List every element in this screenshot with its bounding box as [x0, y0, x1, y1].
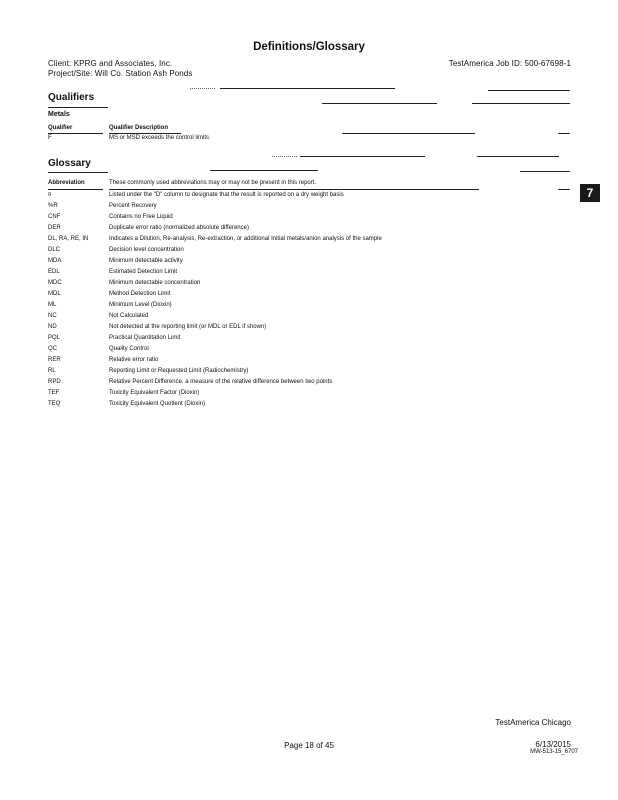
glossary-desc: Indicates a Dilution, Re-analysis, Re-extraction, or additional Initial metals/anion analysis of the sample — [109, 236, 382, 242]
glossary-desc: Relative error ratio — [109, 357, 159, 363]
scan-rule — [342, 133, 475, 134]
glossary-heading: Glossary — [48, 158, 91, 169]
scan-dots — [190, 88, 215, 89]
glossary-desc: Toxicity Equivalent Quotient (Dioxin) — [109, 401, 206, 407]
glossary-desc: Reporting Limit or Requested Limit (Radiochemistry) — [109, 368, 249, 374]
glossary-desc: Listed under the "D" column to designate that the result is reported on a dry weight basis — [109, 192, 344, 198]
glossary-desc: Relative Percent Difference, a measure of the relative difference between two points — [109, 379, 333, 385]
scan-dots — [272, 156, 297, 157]
glossary-abbr: TEQ — [48, 401, 61, 407]
glossary-abbr: RER — [48, 357, 61, 363]
scan-rule — [220, 88, 395, 89]
glossary-abbr: %R — [48, 203, 58, 209]
qualifier-description: MS or MSD exceeds the control limits — [109, 135, 210, 141]
scan-rule — [558, 133, 570, 134]
glossary-underline — [48, 172, 108, 173]
footer-page-number: Page 18 of 45 — [284, 741, 334, 750]
glossary-desc: Not Calculated — [109, 313, 149, 319]
glossary-abbr: EDL — [48, 269, 60, 275]
project-site-label: Project/Site: Will Co. Station Ash Ponds — [48, 69, 193, 78]
glossary-abbr: DER — [48, 225, 61, 231]
glossary-abbr: RL — [48, 368, 56, 374]
glossary-abbr: MDL — [48, 291, 61, 297]
footer-lab-name: TestAmerica Chicago — [495, 718, 571, 727]
abbrev-col-underline — [48, 189, 103, 190]
glossary-abbr: ML — [48, 302, 57, 308]
page-title: Definitions/Glossary — [253, 41, 365, 53]
scan-rule — [558, 189, 570, 190]
qualifier-col-underline — [48, 133, 103, 134]
metals-subheading: Metals — [48, 111, 70, 118]
qualifiers-underline — [48, 107, 108, 108]
scan-rule — [477, 156, 559, 157]
client-label: Client: KPRG and Associates, Inc. — [48, 59, 173, 68]
qualifiers-heading: Qualifiers — [48, 92, 95, 103]
glossary-abbr: DLC — [48, 247, 61, 253]
glossary-desc: Method Detection Limit — [109, 291, 171, 297]
glossary-desc: Not detected at the reporting limit (or MDL or EDL if shown) — [109, 324, 267, 330]
scan-rule — [322, 103, 437, 104]
glossary-abbr: MDA — [48, 258, 62, 264]
glossary-abbr: NC — [48, 313, 57, 319]
glossary-desc: Practical Quantitation Limit — [109, 335, 181, 341]
footer-doc-code: MW-513-15_6707 — [530, 749, 578, 755]
job-id-label: TestAmerica Job ID: 500-67698-1 — [448, 59, 571, 68]
scan-rule — [300, 156, 425, 157]
desc-col-underline — [109, 189, 479, 190]
scan-rule — [472, 103, 570, 104]
qualifier-desc-col-underline — [109, 133, 181, 134]
glossary-abbr: TEF — [48, 390, 60, 396]
glossary-abbr: DL, RA, RE, IN — [48, 236, 89, 242]
scan-rule — [520, 171, 570, 172]
glossary-desc: Decision level concentration — [109, 247, 184, 253]
glossary-abbr: CNF — [48, 214, 61, 220]
glossary-abbr: PQL — [48, 335, 61, 341]
glossary-abbr: ¤ — [48, 192, 52, 198]
glossary-desc: Contains no Free Liquid — [109, 214, 173, 220]
glossary-desc: Percent Recovery — [109, 203, 157, 209]
glossary-col-description: These commonly used abbreviations may or may not be present in this report. — [109, 180, 317, 186]
glossary-desc: Minimum Level (Dioxin) — [109, 302, 172, 308]
qualifier-col-header: Qualifier — [48, 125, 73, 131]
glossary-abbr: QC — [48, 346, 57, 352]
scan-rule — [488, 90, 570, 91]
glossary-desc: Minimum detectable activity — [109, 258, 183, 264]
glossary-desc: Duplicate error ratio (normalized absolute difference) — [109, 225, 249, 231]
scan-rule — [210, 170, 318, 171]
glossary-abbr: ND — [48, 324, 57, 330]
glossary-abbr: MDC — [48, 280, 62, 286]
footer-date: 6/13/2015 — [535, 740, 571, 749]
glossary-abbr: RPD — [48, 379, 61, 385]
abbreviation-col-header: Abbreviation — [48, 180, 85, 186]
glossary-desc: Quality Control — [109, 346, 149, 352]
glossary-desc: Toxicity Equivalent Factor (Dioxin) — [109, 390, 200, 396]
section-tab-marker: 7 — [580, 184, 600, 202]
glossary-desc: Estimated Detection Limit — [109, 269, 178, 275]
qualifier-desc-col-header: Qualifier Description — [109, 125, 169, 131]
qualifier-code: F — [48, 135, 52, 141]
glossary-desc: Minimum detectable concentration — [109, 280, 201, 286]
